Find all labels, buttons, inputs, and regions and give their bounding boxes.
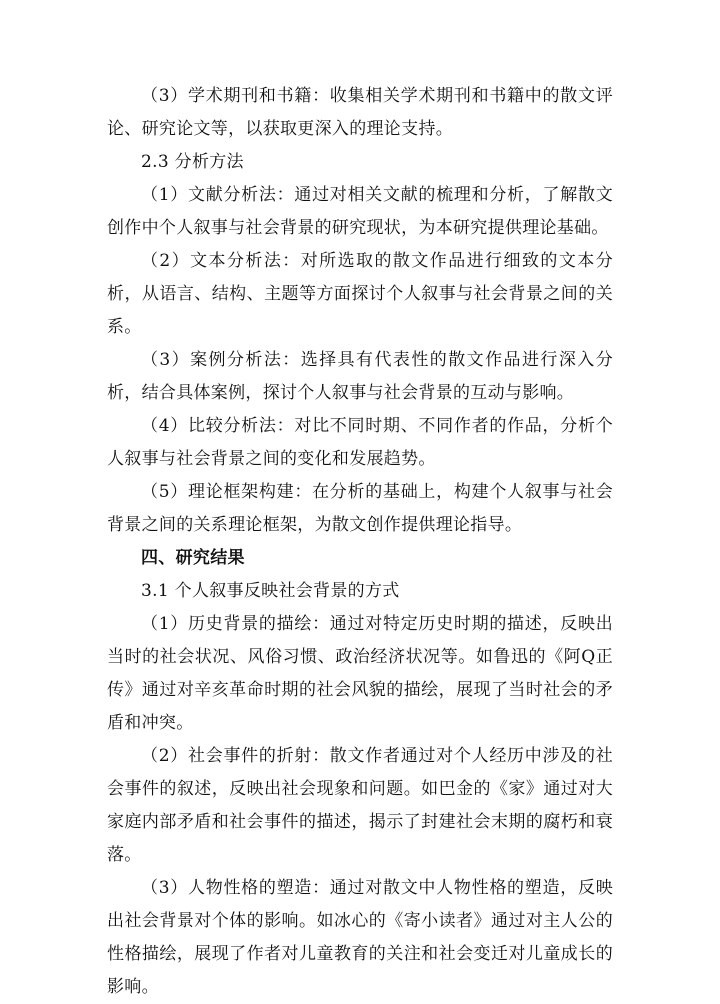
paragraph-case-analysis: （3）案例分析法：选择具有代表性的散文作品进行深入分析，结合具体案例，探讨个人叙事与社会背景的互动与影响。 [107,350,613,403]
section-heading-results: 四、研究结果 [141,548,245,568]
paragraph-social-events: （2）社会事件的折射：散文作者通过对个人经历中涉及的社会事件的叙述，反映出社会现象和问题。如巴金的《家》通过对大家庭内部矛盾和社会事件的描述，揭示了封建社会末期的腐朽和衰落。 [107,746,613,865]
paragraph-literature-analysis: （1）文献分析法：通过对相关文献的梳理和分析，了解散文创作中个人叙事与社会背景的研究现状，为本研究提供理论基础。 [107,185,613,238]
paragraph-text-analysis: （2）文本分析法：对所选取的散文作品进行细致的文本分析，从语言、结构、主题等方面探讨个人叙事与社会背景之间的关系。 [107,251,613,337]
subheading-reflection-methods: 3.1 个人叙事反映社会背景的方式 [141,581,400,601]
paragraph-sources-journals: （3）学术期刊和书籍：收集相关学术期刊和书籍中的散文评论、研究论文等，以获取更深入的理论支持。 [107,86,613,139]
subheading-analysis-methods: 2.3 分析方法 [141,152,244,172]
paragraph-comparative-analysis: （4）比较分析法：对比不同时期、不同作者的作品，分析个人叙事与社会背景之间的变化和发展趋势。 [107,416,613,469]
paragraph-character-shaping: （3）人物性格的塑造：通过对散文中人物性格的塑造，反映出社会背景对个体的影响。如冰心的《寄小读者》通过对主人公的性格描绘，展现了作者对儿童教育的关注和社会变迁对儿童成长的影响。 [107,878,613,997]
paragraph-theory-framework: （5）理论框架构建：在分析的基础上，构建个人叙事与社会背景之间的关系理论框架，为散文创作提供理论指导。 [107,482,613,535]
paragraph-historical-background: （1）历史背景的描绘：通过对特定历史时期的描述，反映出当时的社会状况、风俗习惯、政治经济状况等。如鲁迅的《阿Q正传》通过对辛亥革命时期的社会风貌的描绘，展现了当时社会的矛盾和冲突。 [107,614,613,733]
